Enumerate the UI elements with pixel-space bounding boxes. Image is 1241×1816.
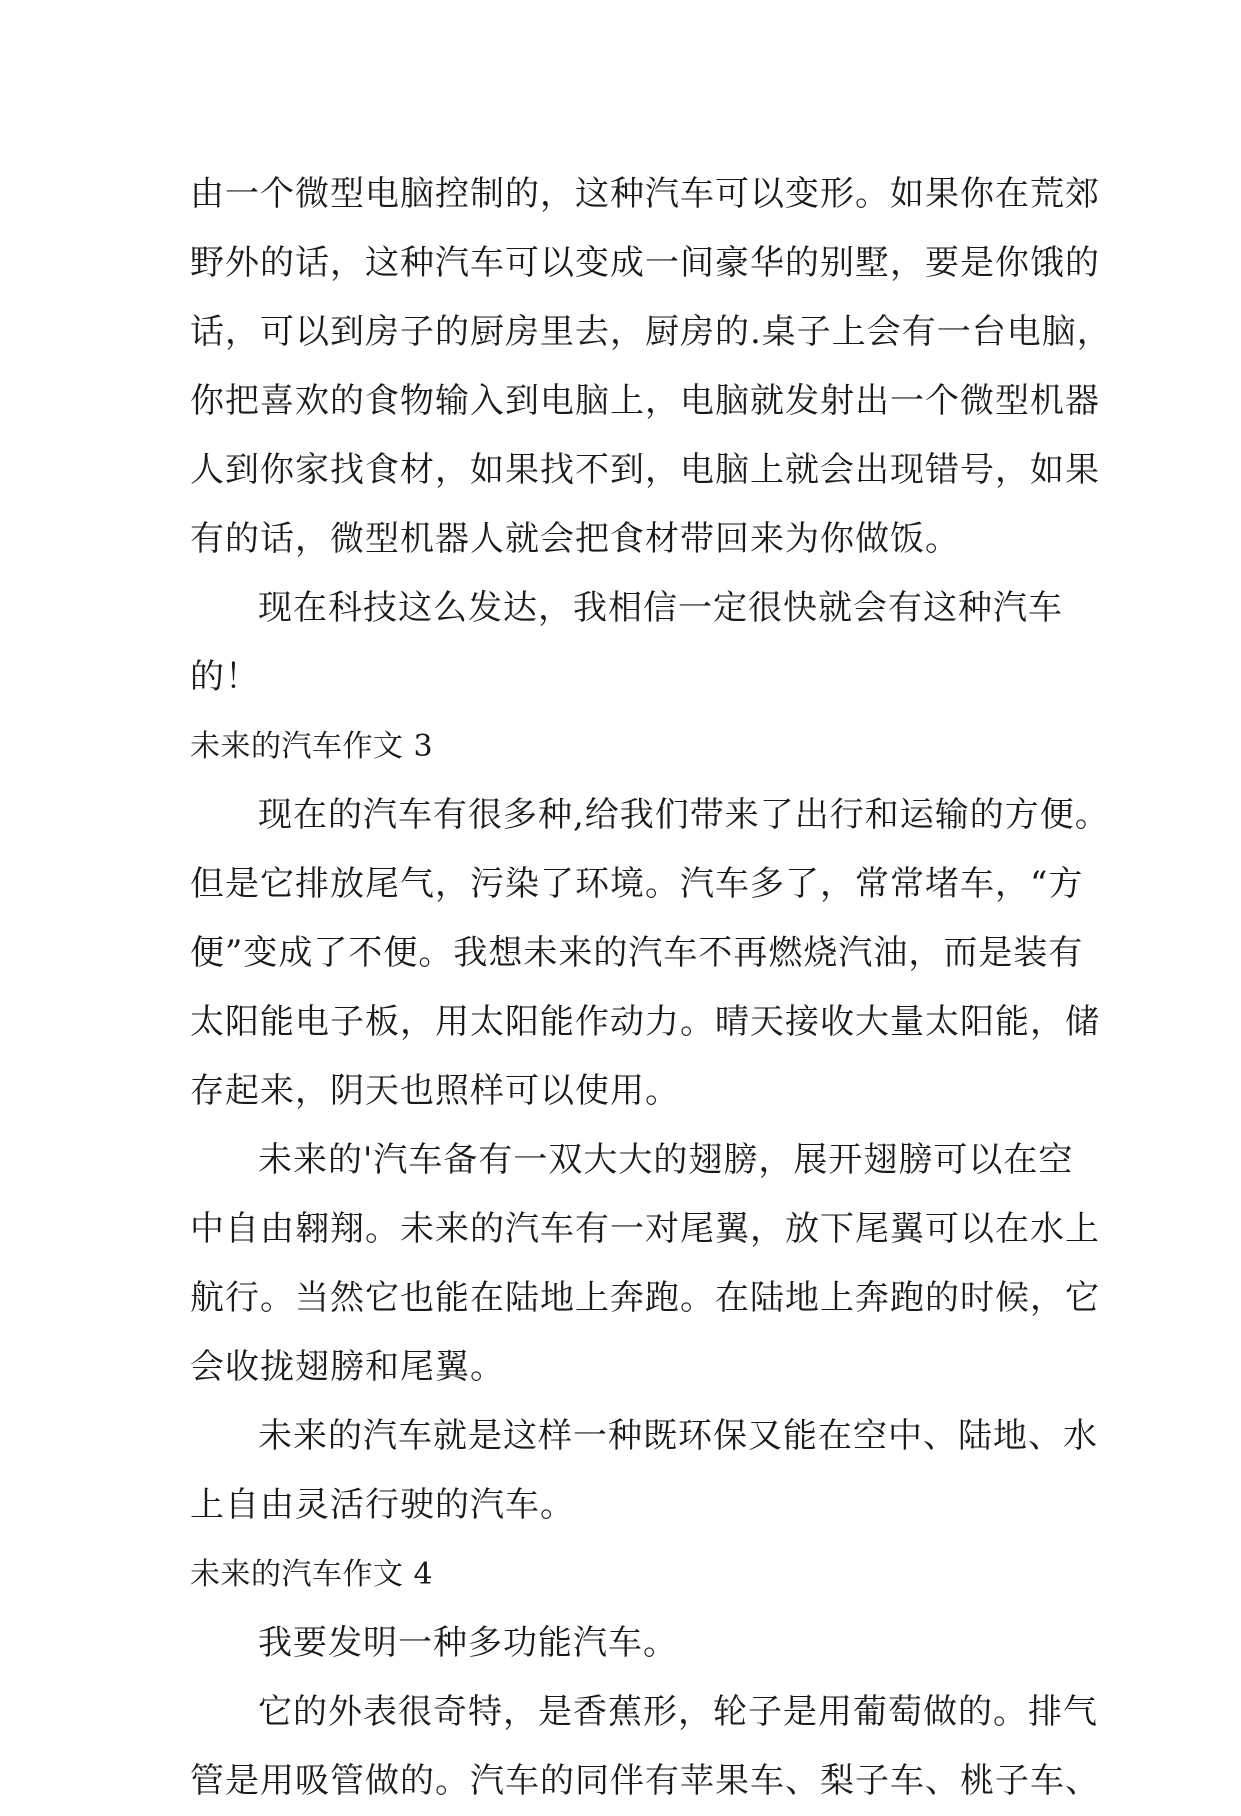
text-line: 有的话，微型机器人就会把食材带回来为你做饭。: [190, 519, 960, 559]
text-line: 话，可以到房子的厨房里去，厨房的.桌子上会有一台电脑，: [190, 312, 1112, 352]
text-line: 航行。当然它也能在陆地上奔跑。在陆地上奔跑的时候，它: [190, 1278, 1100, 1318]
paragraph-start-line: 它的外表很奇特，是香蕉形，轮子是用葡萄做的。排气: [258, 1692, 1098, 1732]
text-line: 野外的话，这种汽车可以变成一间豪华的别墅，要是你饿的: [190, 243, 1100, 283]
text-line: 上自由灵活行驶的汽车。: [190, 1485, 575, 1525]
text-line: 由一个微型电脑控制的，这种汽车可以变形。如果你在荒郊: [190, 174, 1100, 214]
paragraph-start-line: 我要发明一种多功能汽车。: [258, 1623, 678, 1663]
document-body: [190, 160, 1112, 1816]
text-line: 管是用吸管做的。汽车的同伴有苹果车、梨子车、桃子车、: [190, 1761, 1100, 1801]
text-line: 人到你家找食材，如果找不到，电脑上就会出现错号，如果: [190, 450, 1100, 490]
paragraph-start-line: 未来的'汽车备有一双大大的翅膀，展开翅膀可以在空: [258, 1140, 1074, 1180]
section-heading: 未来的汽车作文 3: [190, 729, 434, 764]
paragraph-start-line: 未来的汽车就是这样一种既环保又能在空中、陆地、水: [258, 1416, 1098, 1456]
section-heading: 未来的汽车作文 4: [190, 1557, 434, 1592]
paragraph-start-line: 现在的汽车有很多种,给我们带来了出行和运输的方便。: [258, 795, 1110, 835]
text-line: 你把喜欢的食物输入到电脑上，电脑就发射出一个微型机器: [190, 381, 1100, 421]
paragraph-start-line: 现在科技这么发达，我相信一定很快就会有这种汽车: [258, 588, 1063, 628]
text-line: 太阳能电子板，用太阳能作动力。晴天接收大量太阳能，储: [190, 1002, 1100, 1042]
text-line: 会收拢翅膀和尾翼。: [190, 1347, 505, 1387]
text-line: 便”变成了不便。我想未来的汽车不再燃烧汽油，而是装有: [190, 933, 1084, 973]
text-line: 存起来，阴天也照样可以使用。: [190, 1071, 680, 1111]
text-line: 中自由翱翔。未来的汽车有一对尾翼，放下尾翼可以在水上: [190, 1209, 1100, 1249]
text-line: 但是它排放尾气，污染了环境。汽车多了，常常堵车，“方: [190, 864, 1084, 904]
text-line: 的！: [190, 657, 260, 697]
